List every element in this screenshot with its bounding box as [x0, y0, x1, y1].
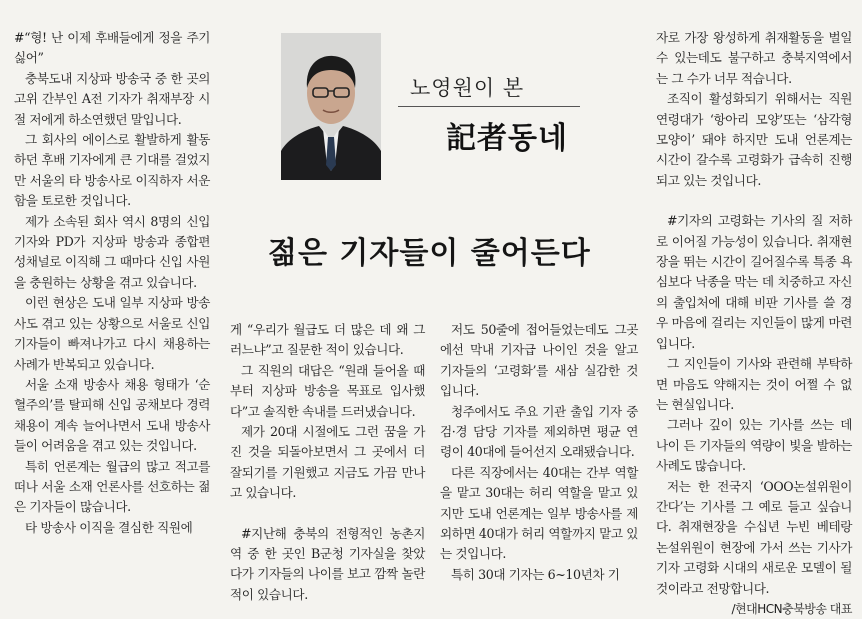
article-column-2: [230, 320, 425, 605]
paragraph: #기자의 고령화는 기사의 질 저하로 이어질 가능성이 있습니다. 취재현장을 뛰는 시간이 길어질수록 특종 욕심보다 낙종을 막는 데 치중하고 자신의 출입처에 대해 비판 기사를 쓸 경우 마음에 걸리는 지인들이 많게 마련입니다.: [656, 213, 852, 351]
paragraph: 자로 가장 왕성하게 취재활동을 벌일 수 있는데도 불구하고 충북지역에서는 그 수가 너무 적습니다.: [656, 30, 852, 86]
paragraph: 게 “우리가 월급도 더 많은 데 왜 그러느냐”고 질문한 적이 있습니다.: [230, 322, 425, 358]
article-column-3: [440, 320, 638, 585]
paragraph: 특히 30대 기자는 6~10년차 기: [451, 566, 620, 582]
column-title: 記者동네: [446, 121, 568, 156]
paragraph: 저도 50줄에 접어들었는데도 그곳에선 막내 기자급 나이인 것을 알고 기자들의 ‘고령화’를 새삼 실감한 것입니다.: [440, 322, 638, 399]
paragraph: #“형! 난 이제 후배들에게 정을 주기 싫어”: [14, 30, 210, 66]
paragraph: 서울 소재 방송사 채용 형태가 ‘순혈주의’를 탈피해 신입 공채보다 경력 채용이 계속 늘어나면서 도내 방송사들이 어려움을 겪고 있는 것입니다.: [14, 376, 210, 454]
paragraph: 제가 소속된 회사 역시 8명의 신입 기자와 PD가 지상파 방송과 종합편성채널로 이직해 그 때마다 신입 사원을 충원하는 상황을 겪고 있습니다.: [14, 213, 210, 290]
paragraph: 충북도내 지상파 방송국 중 한 곳의 고위 간부인 A전 기자가 취재부장 시절 저에게 하소연했던 말입니다.: [14, 70, 210, 127]
paragraph: 조직이 활성화되기 위해서는 직원 연령대가 ‘항아리 모양’또는 ‘삼각형 모양이’ 돼야 하지만 도내 언론계는 시간이 갈수록 고령화가 급속히 진행되고 있는 것입니다.: [656, 91, 852, 188]
author-photo: [281, 33, 381, 180]
author-portrait-image: [281, 33, 381, 180]
paragraph: 이런 현상은 도내 일부 지상파 방송사도 겪고 있는 상황으로 서울로 신입 기자들이 빠져나가고 다시 채용하는 사례가 반복되고 있습니다.: [14, 295, 210, 372]
paragraph: 타 방송사 이직을 결심한 직원에: [25, 519, 193, 535]
paragraph: 다른 직장에서는 40대는 간부 역할을 맡고 30대는 허리 역할을 맡고 있지만 도내 언론계는 일부 방송사를 제외하면 40대가 허리 역할까지 맡고 있는 것입니다.: [440, 464, 638, 562]
signature-text: /현대HCN충북방송 대표: [731, 601, 852, 616]
article-headline: 젊은 기자들이 줄어든다: [268, 236, 591, 271]
author-signature: [656, 599, 852, 619]
article-column-1: [14, 28, 210, 538]
title-rule: [398, 106, 580, 107]
paragraph: 그 지인들이 기사와 관련해 부탁하면 마음도 약해지는 것이 어쩔 수 없는 현실입니다.: [656, 356, 852, 412]
column-byline: 노영원이 본: [410, 76, 525, 100]
paragraph: 그 직원의 대답은 “원래 들어올 때부터 지상파 방송을 목표로 입사했다”고 솔직한 속내를 드러냈습니다.: [230, 362, 425, 419]
paragraph: 저는 한 전국지 ‘OOO논설위원이 간다’는 기사를 그 예로 들고 싶습니다. 취재현장을 수십년 누빈 베테랑 논설위원이 현장에 가서 쓰는 기사가 기자 고령화 시대의 새로운 모델이 될 것이라고 전망합니다.: [656, 478, 852, 596]
article-column-4: [656, 28, 852, 619]
paragraph: #지난해 충북의 전형적인 농촌지역 중 한 곳인 B군청 기자실을 찾았다가 기자들의 나이를 보고 깜짝 놀란 적이 있습니다.: [230, 525, 425, 602]
paragraph: 청주에서도 주요 기관 출입 기자 중 검·경 담당 기자를 제외하면 평균 연령이 40대에 들어선지 오래됐습니다.: [440, 403, 638, 460]
paragraph: 그러나 깊이 있는 기사를 쓰는 데 나이 든 기자들의 역량이 빛을 발하는 사례도 많습니다.: [656, 417, 852, 474]
paragraph: 그 회사의 에이스로 활발하게 활동하던 후배 기자에게 큰 기대를 걸었지만 서울의 타 방송사로 이직하자 서운함을 토로한 것입니다.: [14, 132, 210, 209]
paragraph: 특히 언론계는 월급의 많고 적고를 떠나 서울 소재 언론사를 선호하는 젊은 기자들이 많습니다.: [14, 458, 210, 515]
paragraph: 제가 20대 시절에도 그런 꿈을 가진 것을 되돌아보면서 그 곳에서 더 잘되기를 기원했고 지금도 가끔 만나고 있습니다.: [230, 424, 425, 501]
